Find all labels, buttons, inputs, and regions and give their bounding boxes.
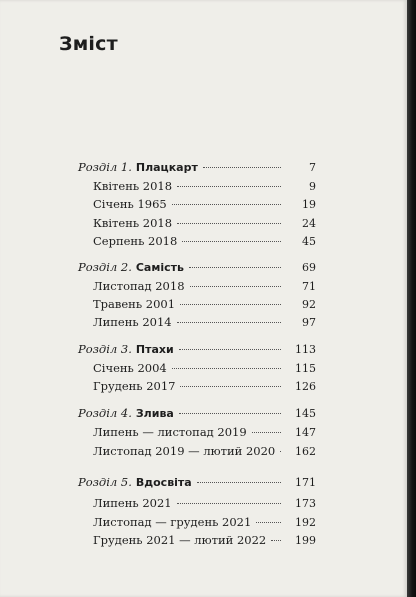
toc-part-4 [0,404,407,422]
dot-leader [172,204,281,205]
toc-chapter [0,377,407,395]
chapter-title: Серпень 2018 [93,234,178,248]
page-number: 92 [302,298,316,311]
chapter-title: Липень — листопад 2019 [93,425,247,439]
dot-leader [177,503,281,504]
page-number: 97 [302,316,316,329]
chapter-title: Липень 2021 [93,496,172,510]
toc-chapter [0,359,407,377]
page-number: 145 [295,407,316,420]
toc-chapter [0,277,407,295]
chapter-title: Квітень 2018 [93,179,173,193]
chapter-title: Листопад — грудень 2021 [93,515,252,529]
chapter-title: Січень 1965 [93,197,167,211]
page-number: 115 [295,362,316,375]
dot-leader [189,267,281,268]
book-spine-edge [407,0,416,597]
toc-chapter [0,295,407,313]
toc-chapter [0,313,407,331]
chapter-title: Липень 2014 [93,315,172,329]
page-number: 71 [302,280,316,293]
dot-leader [203,167,281,168]
part-name: Самість [135,261,184,274]
page-number: 45 [302,235,316,248]
part-prefix: Розділ 3. [78,342,132,356]
part-prefix: Розділ 1. [78,160,132,174]
page-number: 19 [302,198,316,211]
page-number: 69 [302,261,316,274]
part-prefix: Розділ 5. [78,475,132,489]
page-number: 113 [295,343,316,356]
toc-chapter [0,423,407,441]
chapter-title: Грудень 2017 [93,379,176,393]
page-number: 192 [295,516,316,529]
part-label [78,158,198,177]
page-number: 9 [309,180,316,193]
part-prefix: Розділ 2. [78,260,132,274]
toc-part-3 [0,340,407,358]
dot-leader [177,322,281,323]
dot-leader [182,241,281,242]
toc-chapter [0,214,407,232]
dot-leader [179,413,281,414]
toc-chapter [0,177,407,195]
part-label [78,258,184,277]
toc-chapter [0,513,407,531]
chapter-title: Листопад 2019 — лютий 2020 [93,444,276,458]
toc-chapter [0,232,407,250]
dot-leader [177,223,281,224]
part-label [78,340,174,359]
page-number: 7 [309,161,316,174]
part-name: Вдосвіта [135,476,192,489]
dot-leader [190,286,281,287]
chapter-title: Січень 2004 [93,361,167,375]
toc-part-2 [0,258,407,276]
chapter-title: Листопад 2018 [93,279,185,293]
toc-chapter [0,195,407,213]
page-number: 147 [295,426,316,439]
dot-leader [179,349,281,350]
chapter-title: Квітень 2018 [93,216,173,230]
toc-part-5 [0,473,407,491]
part-label [78,404,174,423]
part-label [78,473,192,492]
part-name: Птахи [135,343,174,356]
part-name: Плацкарт [135,161,198,174]
dot-leader [197,482,281,483]
toc-chapter [0,442,407,460]
page-number: 24 [302,217,316,230]
dot-leader [256,522,281,523]
chapter-title: Грудень 2021 — лютий 2022 [93,533,267,547]
part-name: Злива [135,407,174,420]
page-number: 199 [295,534,316,547]
dot-leader [271,540,281,541]
page-number: 162 [295,445,316,458]
toc-chapter [0,494,407,512]
toc-part-1 [0,158,407,176]
dot-leader [280,451,281,452]
page-number: 126 [295,380,316,393]
dot-leader [180,386,281,387]
dot-leader [172,368,281,369]
chapter-title: Травень 2001 [93,297,176,311]
dot-leader [180,304,281,305]
dot-leader [177,186,281,187]
page-number: 173 [295,497,316,510]
page-title: Зміст [59,33,118,55]
part-prefix: Розділ 4. [78,406,132,420]
toc-chapter [0,531,407,549]
page-number: 171 [295,476,316,489]
dot-leader [252,432,281,433]
